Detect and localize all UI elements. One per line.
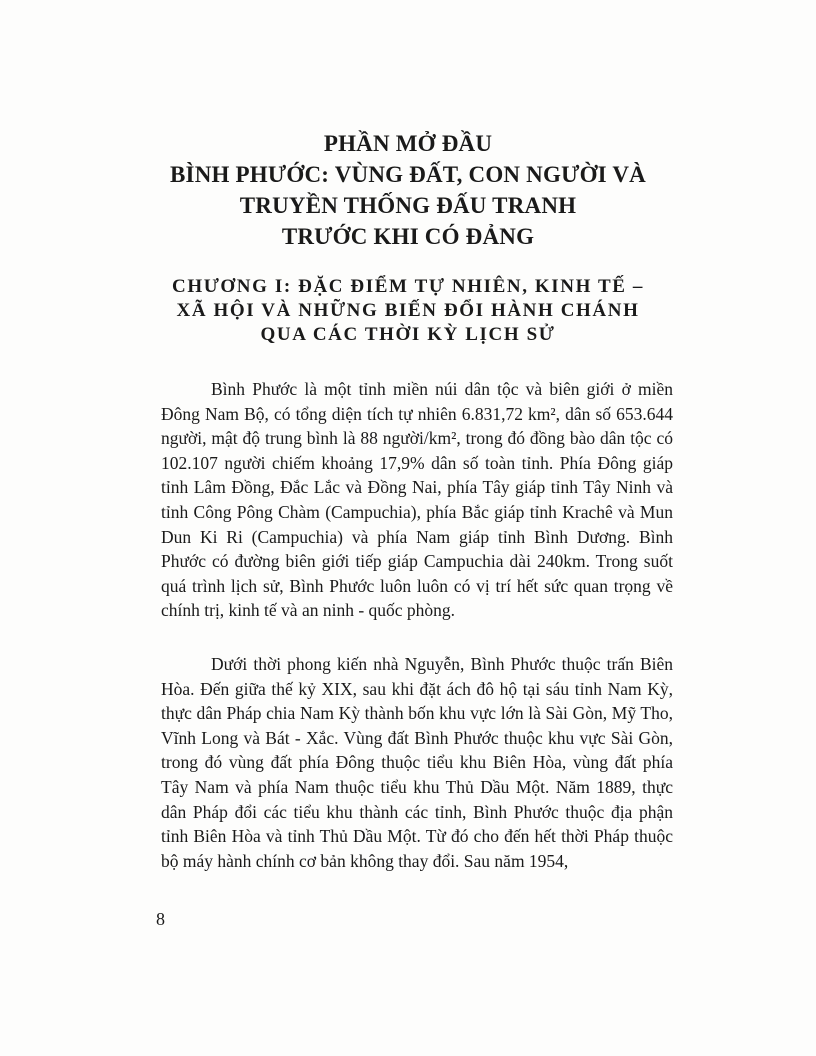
- chapter-heading: [100, 275, 716, 347]
- body-paragraph: Dưới thời phong kiến nhà Nguyễn, Bình Phước thuộc trấn Biên Hòa. Đến giữa thế kỷ XIX, sau khi đặt ách đô hộ tại sáu tỉnh Nam Kỳ, thực dân Pháp chia Nam Kỳ thành bốn khu vực lớn là Sài Gòn, Mỹ Tho, Vĩnh Long và Bát - Xắc. Vùng đất Bình Phước thuộc khu vực Sài Gòn, trong đó vùng đất phía Đông thuộc tiểu khu Biên Hòa, vùng đất phía Tây Nam và phía Nam thuộc tiểu khu Thủ Dầu Một. Năm 1889, thực dân Pháp đổi các tiểu khu thành các tỉnh, Bình Phước thuộc địa phận tỉnh Biên Hòa và tỉnh Thủ Dầu Một. Từ đó cho đến hết thời Pháp thuộc bộ máy hành chính cơ bản không thay đổi. Sau năm 1954,: [161, 654, 673, 871]
- body-paragraph: Bình Phước là một tỉnh miền núi dân tộc và biên giới ở miền Đông Nam Bộ, có tổng diện tích tự nhiên 6.831,72 km², dân số 653.644 người, mật độ trung bình là 88 người/km², trong đó đồng bào dân tộc có 102.107 người chiếm khoảng 17,9% dân số toàn tỉnh. Phía Đông giáp tỉnh Lâm Đồng, Đắc Lắc và Đồng Nai, phía Tây giáp tỉnh Tây Ninh và tỉnh Công Pông Chàm (Campuchia), phía Bắc giáp tỉnh Krachê và Mun Dun Ki Ri (Campuchia) và phía Nam giáp tỉnh Bình Dương. Bình Phước có đường biên giới tiếp giáp Campuchia dài 240km. Trong suốt quá trình lịch sử, Bình Phước luôn luôn có vị trí hết sức quan trọng về chính trị, kinh tế và an ninh - quốc phòng.: [161, 379, 673, 621]
- part-heading: [100, 128, 716, 252]
- part-heading-line-4: TRƯỚC KHI CÓ ĐẢNG: [281, 224, 535, 249]
- chapter-heading-line-2: XÃ HỘI VÀ NHỮNG BIẾN ĐỔI HÀNH CHÁNH: [176, 300, 640, 321]
- part-heading-line-3: TRUYỀN THỐNG ĐẤU TRANH: [239, 193, 577, 218]
- chapter-heading-line-3: QUA CÁC THỜI KỲ LỊCH SỬ: [260, 324, 556, 345]
- chapter-heading-line-1: CHƯƠNG I: ĐẶC ĐIỂM TỰ NHIÊN, KINH TẾ –: [172, 276, 644, 297]
- part-heading-line-1: PHẦN MỞ ĐẦU: [323, 131, 493, 156]
- part-heading-line-2: BÌNH PHƯỚC: VÙNG ĐẤT, CON NGƯỜI VÀ: [170, 162, 646, 187]
- page-number: 8: [156, 909, 165, 929]
